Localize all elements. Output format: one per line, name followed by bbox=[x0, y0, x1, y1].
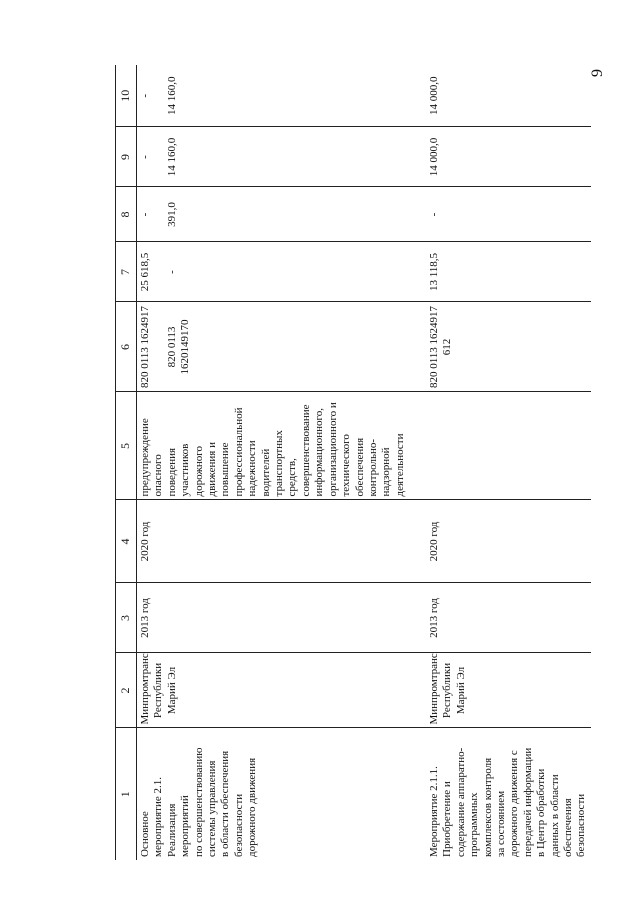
header-cell: 2 bbox=[116, 653, 137, 728]
start-year-cell: 2013 год bbox=[426, 583, 591, 653]
cell-line: надежности bbox=[246, 440, 259, 497]
cell-line: 1620149170 bbox=[179, 319, 192, 375]
amount-cell bbox=[426, 127, 591, 187]
page-number: 9 bbox=[589, 69, 606, 77]
table-row bbox=[426, 65, 591, 860]
cell-line bbox=[152, 306, 165, 389]
cell-line: деятельности bbox=[393, 433, 406, 497]
amount-cell bbox=[426, 242, 591, 302]
rotated-table-container bbox=[115, 65, 588, 860]
cell-line: Мероприятие 2.1.1. bbox=[428, 766, 440, 857]
cell-line: Марий Эл bbox=[454, 666, 467, 715]
header-cell: 8 bbox=[116, 187, 137, 242]
cell-line: контрольно- bbox=[366, 438, 379, 497]
cell-line: мероприятий bbox=[179, 795, 192, 857]
executor-cell bbox=[137, 653, 427, 728]
cell-line: 14 000,0 bbox=[428, 137, 440, 177]
cell-line bbox=[152, 131, 165, 184]
budget-code-cell bbox=[137, 302, 427, 392]
cell-line: 25 618,5 bbox=[139, 252, 151, 292]
cell-line: безопасности bbox=[575, 793, 588, 857]
cell-line bbox=[152, 68, 165, 124]
cell-line: 820 0113 1624917 bbox=[428, 305, 440, 389]
cell-line: - bbox=[139, 155, 151, 159]
cell-line: повышение bbox=[219, 442, 232, 497]
cell-line: безопасности bbox=[232, 793, 245, 857]
cell-line: - bbox=[139, 93, 151, 98]
cell-line: поведения bbox=[165, 447, 178, 497]
cell-line: в области обеспечения bbox=[219, 750, 232, 857]
start-year-cell: 2013 год bbox=[137, 583, 427, 653]
header-cell: 6 bbox=[116, 302, 137, 392]
cell-line: надзорной bbox=[380, 447, 393, 497]
cell-line: движения и bbox=[206, 442, 219, 497]
budget-code-cell bbox=[426, 302, 591, 392]
cell-line: организационного и bbox=[326, 402, 339, 497]
amount-cell bbox=[137, 127, 427, 187]
cell-line: комплексов контроля bbox=[481, 757, 494, 857]
cell-line bbox=[152, 191, 165, 239]
cell-line: 391,0 bbox=[165, 202, 178, 227]
cell-line: - bbox=[165, 270, 178, 274]
cell-line: дорожного движения bbox=[246, 757, 259, 857]
cell-line: Основное bbox=[139, 811, 151, 857]
header-cell: 10 bbox=[116, 65, 137, 127]
cell-line: 14 000,0 bbox=[428, 76, 440, 115]
activity-name-cell bbox=[137, 728, 427, 860]
expected-result-cell bbox=[426, 392, 591, 500]
cell-line: Минпромтранс bbox=[428, 653, 440, 725]
executor-cell bbox=[426, 653, 591, 728]
header-cell: 3 bbox=[116, 583, 137, 653]
header-cell: 1 bbox=[116, 728, 137, 860]
cell-line: совершенствование bbox=[299, 404, 312, 497]
cell-line: за состоянием bbox=[495, 790, 508, 857]
expected-result-cell bbox=[137, 392, 427, 500]
cell-line bbox=[152, 246, 165, 299]
amount-cell bbox=[137, 187, 427, 242]
cell-line: Реализация bbox=[165, 803, 178, 857]
cell-line: - bbox=[428, 212, 440, 217]
cell-line: 14 160,0 bbox=[165, 137, 178, 177]
cell-line: Минпромтранс bbox=[139, 653, 151, 725]
cell-line: дорожного bbox=[192, 445, 205, 497]
amount-cell bbox=[426, 187, 591, 242]
end-year-cell: 2020 год bbox=[426, 500, 591, 583]
cell-line: системы управления bbox=[206, 760, 219, 857]
cell-line: мероприятие 2.1. bbox=[152, 776, 165, 857]
cell-line: Приобретение и bbox=[441, 781, 454, 857]
amount-cell bbox=[137, 242, 427, 302]
cell-line: 820 0113 1624917 bbox=[139, 305, 151, 389]
activity-name-cell bbox=[426, 728, 591, 860]
cell-line: 14 160,0 bbox=[165, 76, 178, 115]
cell-line: содержание аппаратно- bbox=[454, 747, 467, 857]
cell-line: Марий Эл bbox=[165, 666, 178, 715]
header-cell: 5 bbox=[116, 392, 137, 500]
cell-line: информационного, bbox=[313, 407, 326, 497]
cell-line: технического bbox=[340, 434, 353, 497]
cell-line: 612 bbox=[441, 338, 454, 356]
header-cell: 4 bbox=[116, 500, 137, 583]
cell-line: обеспечения bbox=[353, 437, 366, 497]
cell-line: - bbox=[139, 212, 151, 217]
cell-line: передачей информации bbox=[521, 747, 534, 857]
cell-line: данных в области bbox=[548, 774, 561, 857]
header-cell: 7 bbox=[116, 242, 137, 302]
cell-line: предупреждение bbox=[139, 418, 151, 497]
cell-line: дорожного движения с bbox=[508, 750, 521, 857]
cell-line: участников bbox=[179, 443, 192, 497]
header-cell: 9 bbox=[116, 127, 137, 187]
cell-line: опасного bbox=[152, 454, 165, 497]
header-row bbox=[116, 65, 137, 860]
cell-line: 13 118,5 bbox=[428, 252, 440, 292]
cell-line: Республики bbox=[441, 662, 454, 719]
amount-cell bbox=[137, 65, 427, 127]
amount-cell bbox=[426, 65, 591, 127]
cell-line: в Центр обработки bbox=[535, 768, 548, 857]
cell-line: 820 0113 bbox=[165, 326, 178, 368]
cell-line: обеспечения bbox=[562, 798, 575, 857]
program-table bbox=[115, 65, 591, 860]
cell-line: средств, bbox=[286, 458, 299, 497]
table-row bbox=[137, 65, 427, 860]
cell-line: водителей bbox=[259, 448, 272, 497]
cell-line: программных bbox=[468, 792, 481, 857]
end-year-cell: 2020 год bbox=[137, 500, 427, 583]
cell-line: Республики bbox=[152, 662, 165, 719]
cell-line: профессиональной bbox=[232, 407, 245, 497]
cell-line: транспортных bbox=[273, 430, 286, 497]
cell-line: по совершенствованию bbox=[192, 747, 205, 857]
